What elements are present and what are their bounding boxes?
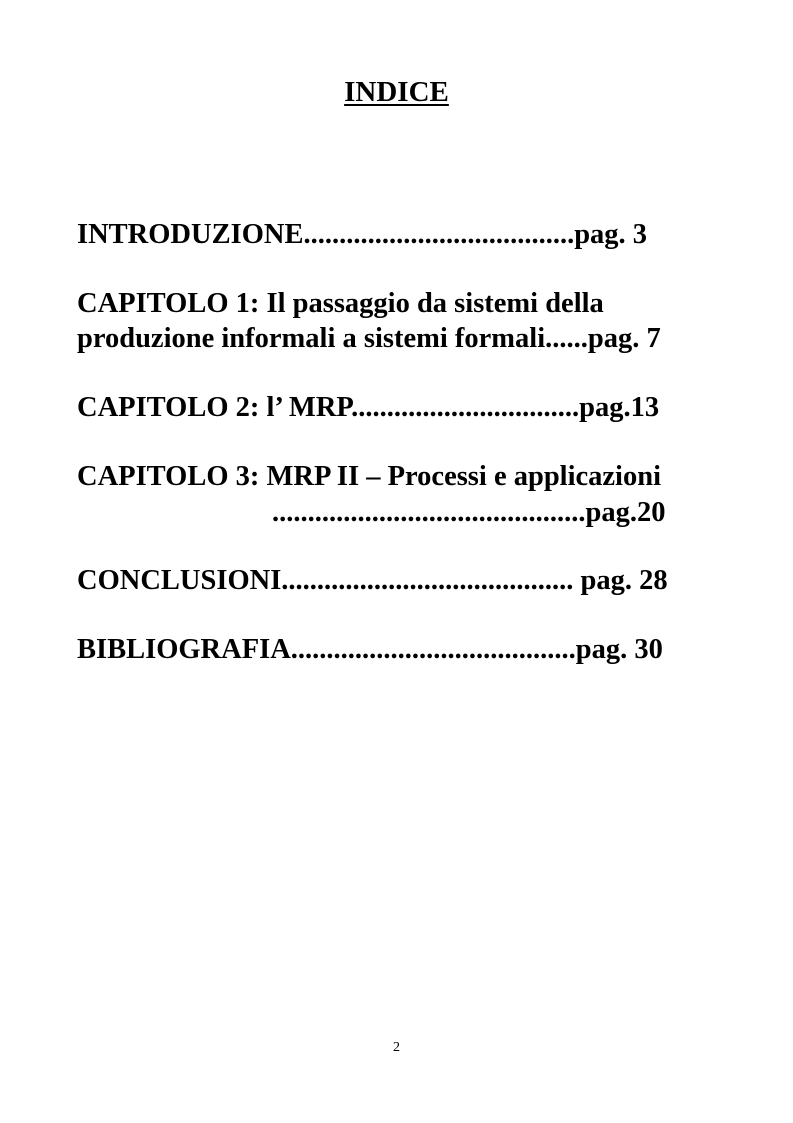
toc-entry-capitolo-3-line-1: CAPITOLO 3: MRP II – Processi e applicazioni: [77, 461, 661, 492]
toc-entry-bibliografia: BIBLIOGRAFIA........................................pag. 30: [77, 634, 663, 665]
toc-entry-capitolo-3-line-2: ............................................pag.20: [272, 497, 666, 528]
toc-entry-conclusioni: CONCLUSIONI......................................... pag. 28: [77, 565, 668, 596]
toc-entry-capitolo-1-line-2: produzione informali a sistemi formali......pag. 7: [77, 323, 661, 354]
toc-entry-capitolo-2: CAPITOLO 2: l’ MRP................................pag.13: [77, 392, 660, 423]
toc-entry-introduzione: INTRODUZIONE......................................pag. 3: [77, 219, 648, 250]
page-title: INDICE: [344, 76, 449, 108]
page-number: 2: [393, 1040, 400, 1055]
toc-entry-capitolo-1-line-1: CAPITOLO 1: Il passaggio da sistemi della: [77, 288, 604, 319]
